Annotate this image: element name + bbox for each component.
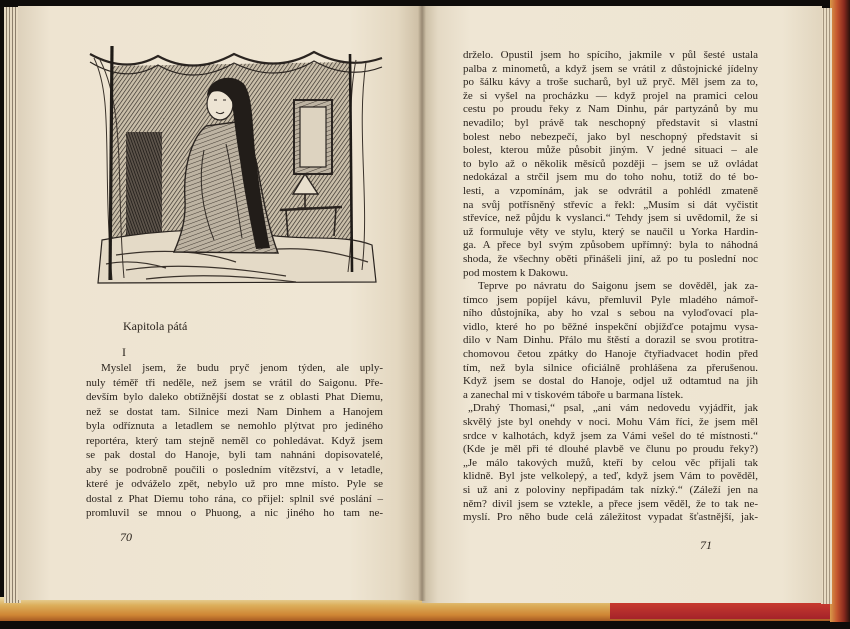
text-line: klidně. Byl jste velkolepý, a teď, když jsem Vám to pověděl, bbox=[463, 470, 758, 483]
book-gutter bbox=[418, 6, 426, 601]
text-line: že si vyšel na procházku — když projel na pramici celou bbox=[463, 89, 758, 102]
text-line: devším bylo daleko obtížnější dostat se z oblasti Phat Diemu, bbox=[86, 391, 383, 403]
text-line: tím, než byla silnice oficiálně prohlášena za přerušenou. bbox=[463, 361, 758, 374]
text-line: nevadilo; byl právě tak neschopný představit si vlastní bbox=[463, 116, 758, 129]
text-line: aby se podrobně poučili o posledním vítězství, a v letadle, bbox=[86, 463, 383, 476]
section-number: I bbox=[122, 345, 126, 359]
text-line: Když jsem se dostal do Hanoje, odjel už odtamtud na jih bbox=[463, 375, 758, 388]
text-line: na svůj potřísněný střevíc a řekl: „Musím si dát vyčistit bbox=[463, 198, 758, 211]
text-line: skvělý jste byl onehdy v noci. Mohu Vám říci, že jsem měl bbox=[463, 416, 758, 429]
text-line: a zanechal mi v tiskovém táboře u barmana lístek. bbox=[463, 388, 684, 401]
text-line: promluvil se mnou o Phuong, a nic jiného ho tam ne- bbox=[86, 507, 383, 519]
page-edges-right bbox=[821, 8, 832, 604]
text-line: bolest nebo nebezpečí, jako byl neschopný představit si bbox=[463, 130, 758, 143]
text-line: cestu po proudu řeky z Nam Dinhu, pár partyzánů by mu bbox=[463, 103, 758, 116]
text-line: po šálku kávy a troše sucharů, byl už pryč. Měl jsem za to, bbox=[463, 76, 758, 89]
text-line: něm? divil jsem se vztekle, a přece jsem věděl, že to tak ne- bbox=[463, 497, 758, 510]
doorway bbox=[126, 132, 162, 244]
left-page-text bbox=[86, 361, 383, 521]
text-line: si už ani z poloviny nepřipadám tak nízký.“ (Záleží jen na bbox=[463, 484, 758, 496]
text-line: palba z minometů, a když jsem se vrátil z důstojnické jídelny bbox=[463, 62, 758, 75]
text-line: které je odváželo zpět, nebylo už pro mne místo. Pyle se bbox=[86, 478, 383, 490]
text-line: (Kde je měl při té dlouhé plavbě ve člunu po proudu řeky?) bbox=[463, 443, 758, 456]
text-line: dostal z Phat Diemu toho rána, co přijel: splnil své poslání – bbox=[86, 492, 383, 505]
text-line: lesti, a vzpomínám, jak se odvrátil a pohlédl zmateně bbox=[463, 184, 758, 197]
text-line: chomovou četou zpátky do Hanoje čtyřiadvacet hodin před bbox=[463, 348, 758, 361]
text-line: dilo v Nam Dinhu. Přálo mu štěstí a dorazil se svou protitra- bbox=[463, 334, 758, 347]
left-bedpost bbox=[110, 46, 112, 280]
chapter-title: Kapitola pátá bbox=[123, 319, 188, 333]
page-number-left: 70 bbox=[120, 530, 132, 544]
text-line: byla odříznuta a letadlem se nemohlo plýtvat pro jediného bbox=[86, 420, 383, 432]
text-line: vidlo, které ho po běžné inspekční objížďce potajmu vysa- bbox=[463, 320, 758, 333]
text-line: „Drahý Thomasi,“ psal, „ani vám nedovedu vyjádřit, jak bbox=[468, 402, 758, 415]
right-page-text bbox=[463, 49, 758, 525]
text-line: pod mostem k Dakowu. bbox=[463, 266, 569, 279]
text-line: se pak dostal do Hanoje, byli tam nahnáni dopisovatelé, bbox=[86, 449, 383, 461]
text-line: bolest, kterou může působit jiným. V jedné situaci – ale bbox=[463, 144, 758, 157]
text-line: ga. A přece byl svým způsobem upřímný: byla to náhodná bbox=[463, 239, 758, 252]
text-line: shoda, že všechny oběti přinášeli jiní, až po tu poslední noc bbox=[463, 252, 758, 265]
page-number-right: 71 bbox=[700, 538, 712, 552]
text-line: nuly téměř tři neděle, než jsem se vrátil do Saigonu. Pře- bbox=[86, 376, 383, 389]
text-line: nedokázal a strčil jsem mu do toho nohu, totiž do té bo- bbox=[463, 171, 758, 184]
text-line: drželo. Opustil jsem ho spícího, jakmile v půl šesté ustala bbox=[463, 49, 758, 61]
text-line: to bylo až o několik měsíců později – jsem se už ovládat bbox=[463, 157, 758, 170]
text-line: reportéra, který tam stejně neměl co pohledávat. Když jsem bbox=[86, 434, 383, 447]
text-line: ního důstojníka, aby ho vzal s sebou na vyloďovací pla- bbox=[463, 307, 758, 320]
text-line: Teprve po návratu do Saigonu jsem se dověděl, jak za- bbox=[478, 280, 758, 293]
book-cover-right bbox=[830, 0, 850, 622]
text-line: myslí. Pro něho bude celá záležitost vypadat šťastnější, jak- bbox=[463, 511, 758, 524]
book-cover-red-strip bbox=[610, 603, 834, 619]
text-line: „Je málo takových mužů, kteří by celou věc přijali tak bbox=[463, 456, 758, 469]
text-line: tímco jsem popíjel kávu, přemluvil Pyle mladého námoř- bbox=[463, 293, 758, 306]
illustration bbox=[86, 40, 386, 285]
text-line: už formuluje věty ve stylu, který se naučil u Yorka Hardin- bbox=[463, 225, 758, 238]
text-line: srdce v kalhotách, když jsem za Vámi vešel do té místnosti.“ bbox=[463, 429, 758, 442]
window bbox=[294, 100, 332, 174]
text-line: Myslel jsem, že budu pryč jenom týden, ale uply- bbox=[101, 362, 383, 374]
text-line: střevíce, než půjdu k vyslanci.“ Tehdy jsem si uvědomil, že si bbox=[463, 212, 758, 225]
text-line: než se dostat tam. Silnice mezi Nam Dinhem a Hanojem bbox=[86, 405, 383, 418]
